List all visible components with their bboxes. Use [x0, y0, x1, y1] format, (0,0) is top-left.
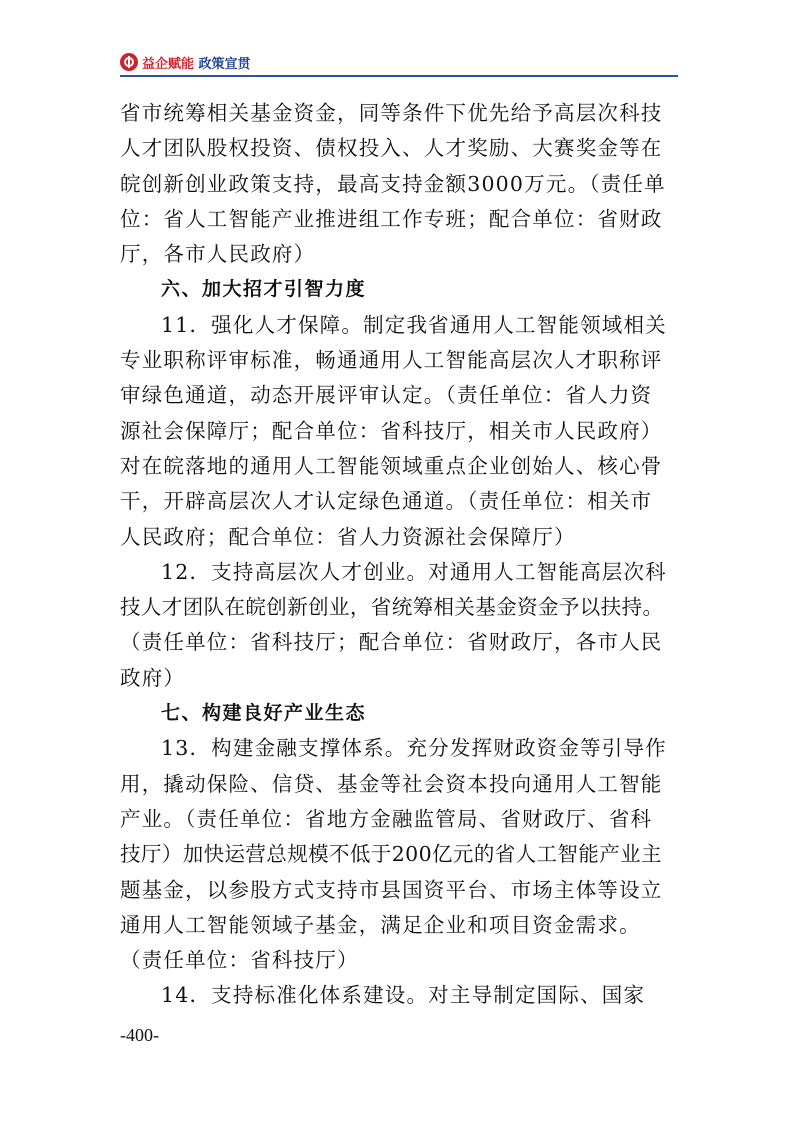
section-heading: 六、加大招才引智力度	[161, 278, 367, 301]
text-line: 人民政府；配合单位：省人力资源社会保障厅）	[120, 524, 576, 549]
paragraph-start: 14．支持标准化体系建设。对主导制定国际、国家	[161, 983, 646, 1008]
yiqi-logo-icon	[120, 53, 138, 71]
text-line: （责任单位：省科技厅；配合单位：省财政厅，各市人民	[120, 630, 663, 655]
text-line: 审绿色通道，动态开展评审认定。（责任单位：省人力资	[120, 383, 653, 408]
text-line: 通用人工智能领域子基金，满足企业和项目资金需求。	[120, 912, 641, 937]
text-line: 皖创新创业政策支持，最高支持金额3000万元。（责任单	[120, 171, 666, 196]
text-line: 用，撬动保险、信贷、基金等社会资本投向通用人工智能	[120, 771, 663, 796]
paragraph-start: 13．构建金融支撑体系。充分发挥财政资金等引导作	[161, 736, 667, 761]
paragraph-start: 11．强化人才保障。制定我省通用人工智能领域相关	[161, 312, 667, 337]
text-line: 省市统筹相关基金资金，同等条件下优先给予高层次科技	[120, 101, 663, 125]
text-line: 产业。（责任单位：省地方金融监管局、省财政厅、省科	[120, 806, 653, 831]
header-subtitle: 政策宣贯	[198, 56, 251, 72]
text-line: 题基金，以参股方式支持市县国资平台、市场主体等设立	[120, 877, 663, 902]
text-line: 人才团队股权投资、债权投入、人才奖励、大赛奖金等在	[120, 136, 663, 161]
page-number: -400-	[120, 1025, 159, 1045]
text-line: 技厅）加快运营总规模不低于200亿元的省人工智能产业主	[120, 842, 662, 867]
text-line: 对在皖落地的通用人工智能领域重点企业创始人、核心骨	[120, 453, 663, 478]
header-title	[142, 53, 251, 72]
document-body	[120, 96, 680, 1014]
paragraph-start: 12．支持高层次人才创业。对通用人工智能高层次科	[161, 559, 667, 584]
header-brand: 益企赋能	[142, 56, 195, 72]
text-line: 位：省人工智能产业推进组工作专班；配合单位：省财政	[120, 206, 663, 231]
text-line: 干，开辟高层次人才认定绿色通道。（责任单位：相关市	[120, 489, 653, 514]
text-line: （责任单位：省科技厅）	[120, 948, 359, 973]
section-heading: 七、构建良好产业生态	[161, 702, 367, 725]
header-divider	[120, 75, 678, 77]
text-line: 技人才团队在皖创新创业，省统筹相关基金资金予以扶持。	[120, 595, 664, 620]
text-line: 政府）	[120, 665, 186, 690]
text-line: 源社会保障厅；配合单位：省科技厅，相关市人民政府）	[120, 418, 663, 443]
text-line: 厅，各市人民政府）	[120, 242, 316, 267]
page-header	[120, 50, 251, 74]
text-line: 专业职称评审标准，畅通通用人工智能高层次人才职称评	[120, 348, 663, 373]
